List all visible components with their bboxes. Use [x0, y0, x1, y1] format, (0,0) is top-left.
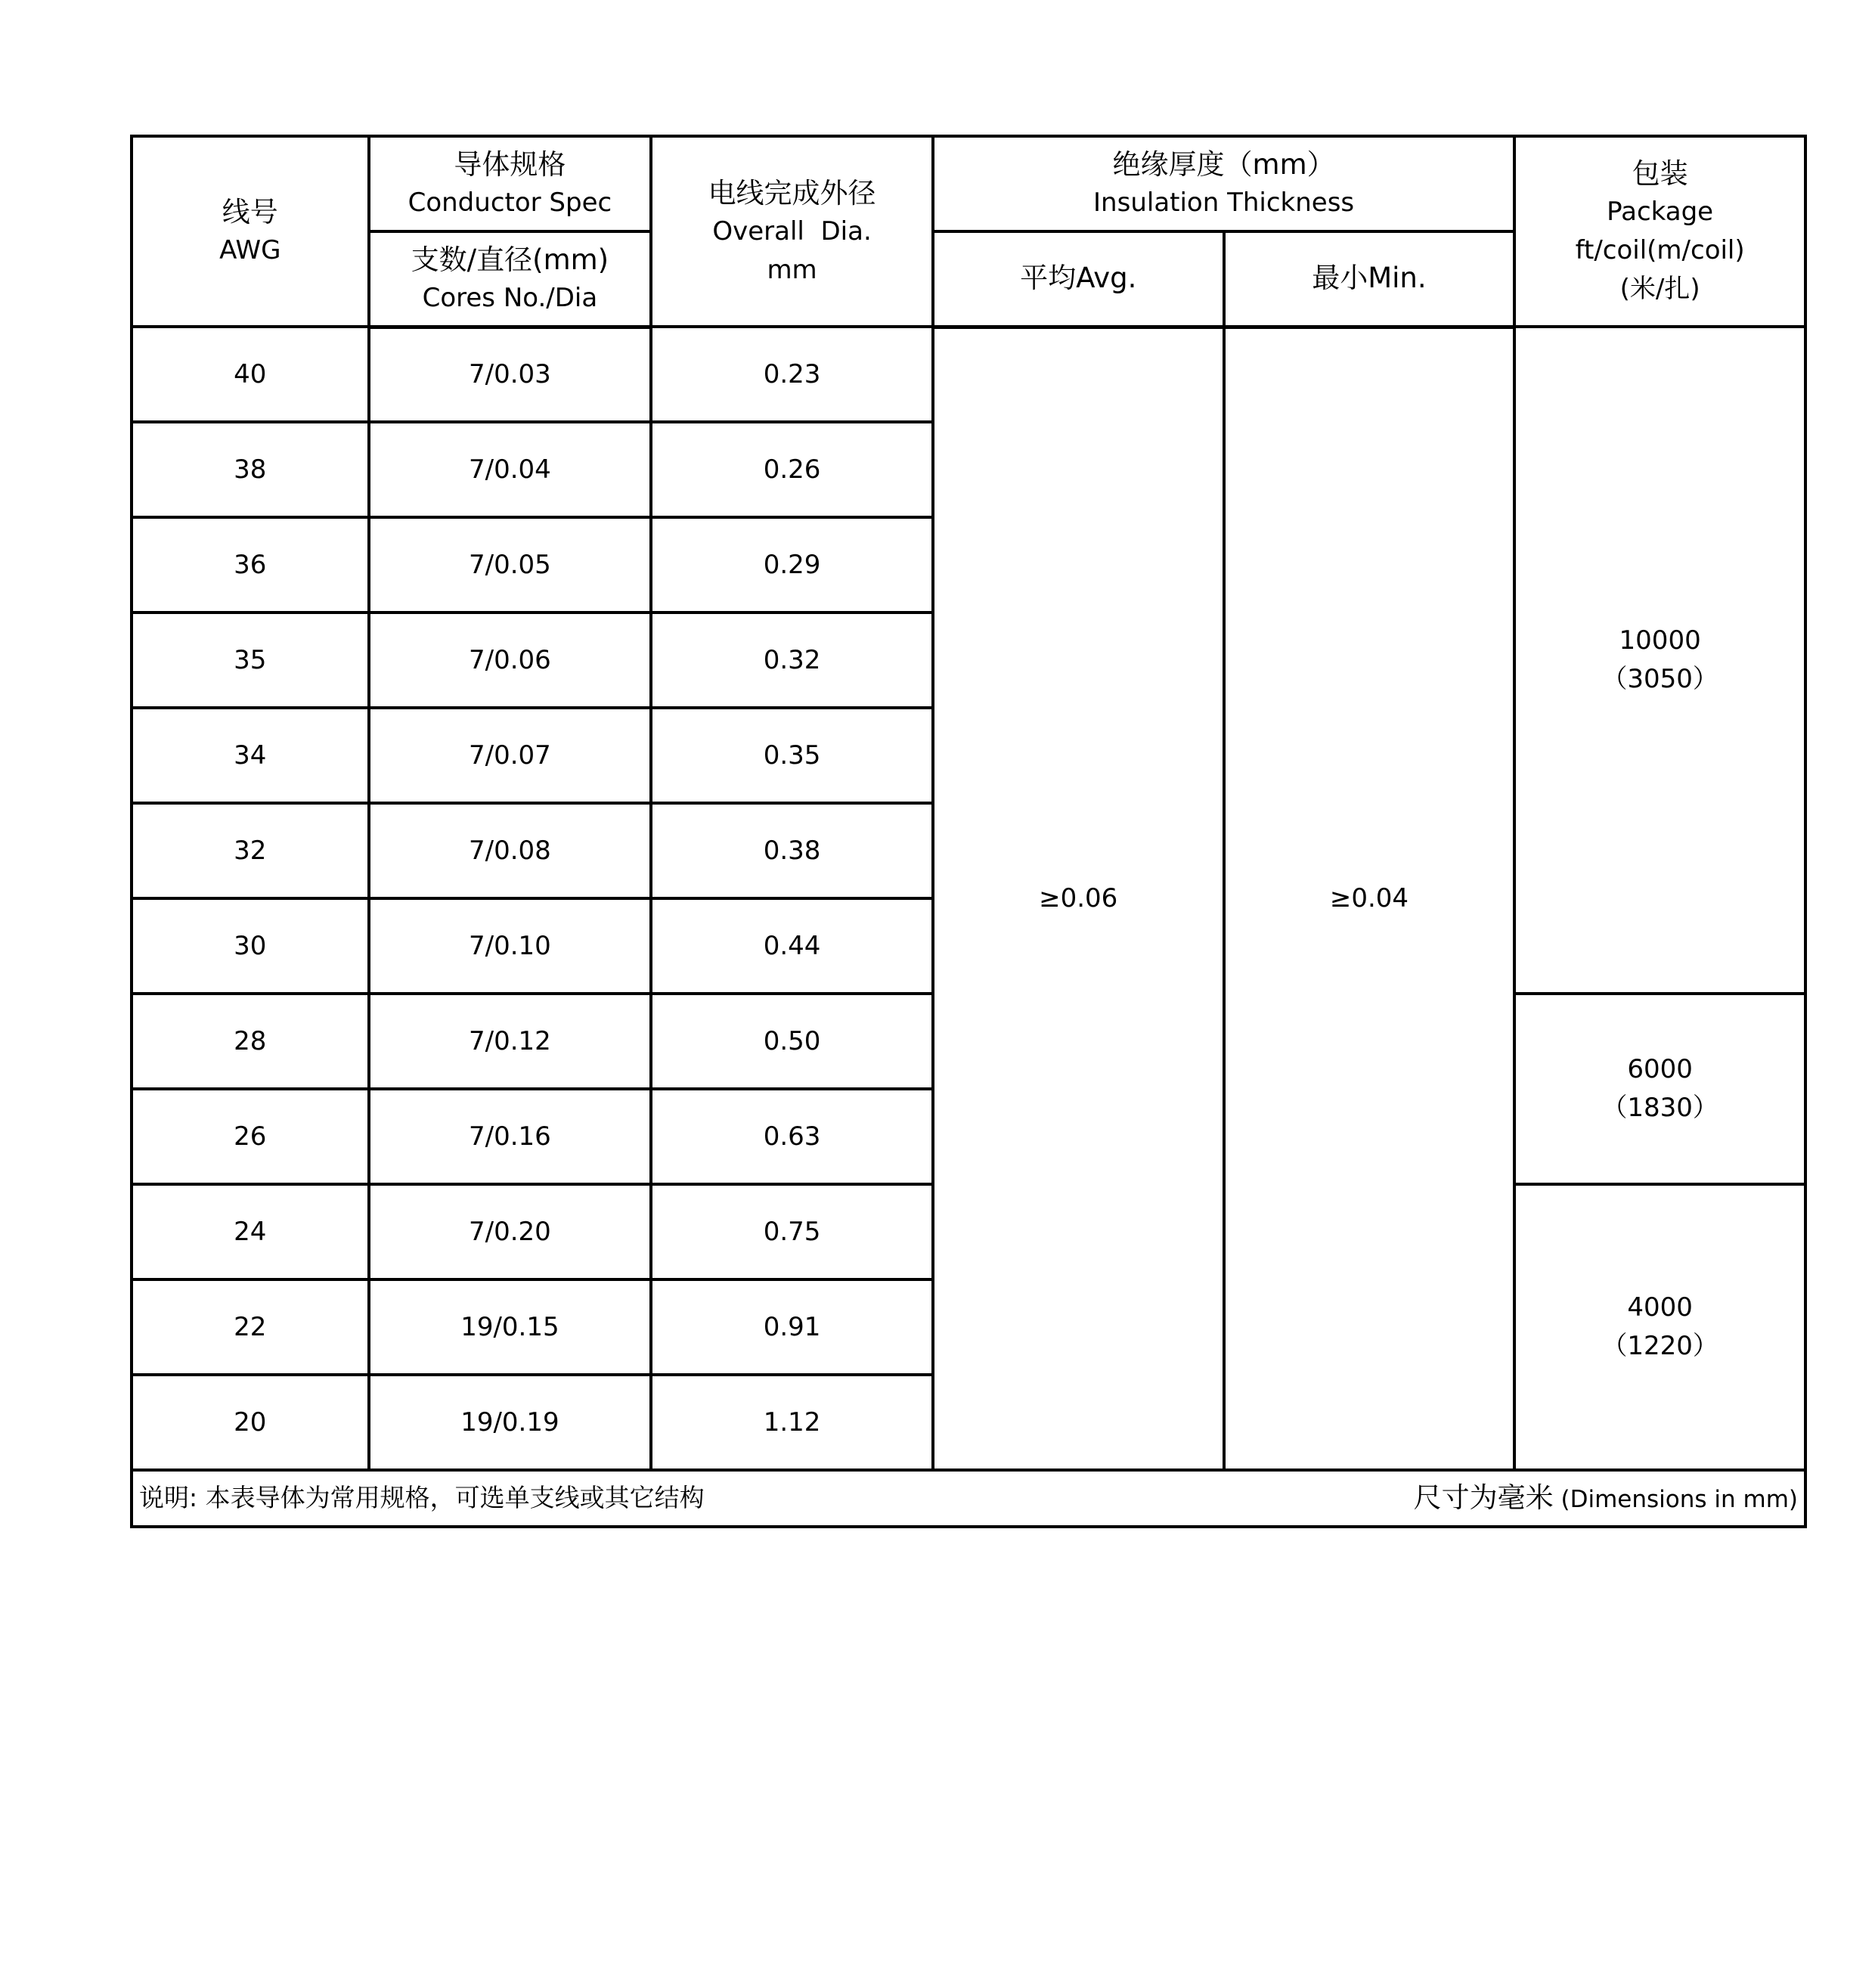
header-package-unit: ft/coil(m/coil): [1575, 235, 1745, 265]
header-cores-dia-en: Cores No./Dia: [422, 282, 598, 313]
header-conductor-spec-zh: 导体规格: [454, 148, 566, 181]
awg-cell: 38: [132, 422, 369, 517]
awg-cell: 34: [132, 708, 369, 803]
package-ft: 4000: [1627, 1292, 1693, 1323]
header-awg: [132, 136, 369, 327]
wire-spec-table: [130, 135, 1807, 1528]
awg-cell: 35: [132, 613, 369, 708]
cores-cell: 7/0.12: [369, 994, 652, 1089]
cores-cell: 19/0.19: [369, 1375, 652, 1470]
dia-cell: 0.63: [651, 1089, 933, 1184]
cores-cell: 7/0.08: [369, 803, 652, 898]
header-package: [1514, 136, 1805, 327]
awg-cell: 36: [132, 517, 369, 613]
insulation-avg-cell: ≥0.06: [933, 327, 1224, 1470]
header-overall-dia-unit: mm: [767, 254, 817, 285]
table-row: [132, 327, 1805, 422]
package-cell: [1514, 994, 1805, 1184]
dia-cell: 0.23: [651, 327, 933, 422]
header-awg-zh: 线号: [222, 196, 278, 228]
awg-cell: 26: [132, 1089, 369, 1184]
dia-cell: 0.50: [651, 994, 933, 1089]
package-m: （3050）: [1601, 664, 1718, 694]
dia-cell: 0.44: [651, 898, 933, 994]
header-min-label: 最小Min.: [1312, 262, 1427, 295]
header-cores-dia-zh: 支数/直径(mm): [411, 243, 609, 276]
header-avg: [933, 231, 1224, 327]
dia-cell: 0.35: [651, 708, 933, 803]
package-ft: 10000: [1619, 625, 1701, 656]
dia-cell: 0.38: [651, 803, 933, 898]
header-overall-dia-zh: 电线完成外径: [708, 176, 876, 209]
cores-cell: 7/0.03: [369, 327, 652, 422]
dia-cell: 0.26: [651, 422, 933, 517]
note-dimensions-en: (Dimensions in mm): [1553, 1485, 1798, 1513]
cores-cell: 7/0.04: [369, 422, 652, 517]
header-package-en: Package: [1607, 197, 1714, 227]
awg-cell: 30: [132, 898, 369, 994]
cores-cell: 19/0.15: [369, 1279, 652, 1375]
header-insulation-en: Insulation Thickness: [1093, 188, 1355, 218]
cores-cell: 7/0.07: [369, 708, 652, 803]
dia-cell: 0.29: [651, 517, 933, 613]
awg-cell: 22: [132, 1279, 369, 1375]
header-cores-dia: [369, 231, 652, 327]
insulation-min-cell: ≥0.04: [1224, 327, 1515, 1470]
awg-cell: 40: [132, 327, 369, 422]
header-insulation-zh: 绝缘厚度（mm）: [1112, 148, 1335, 181]
package-cell: [1514, 327, 1805, 994]
header-insulation: [933, 136, 1514, 231]
header-awg-en: AWG: [219, 235, 281, 265]
table-note: [132, 1470, 1805, 1527]
package-m: （1830）: [1601, 1093, 1718, 1123]
header-package-unit-zh: (米/扎): [1619, 274, 1700, 304]
awg-cell: 24: [132, 1184, 369, 1279]
package-ft: 6000: [1627, 1054, 1693, 1084]
note-dimensions: [1414, 1478, 1798, 1519]
dia-cell: 0.75: [651, 1184, 933, 1279]
package-m: （1220）: [1601, 1331, 1718, 1361]
package-cell: [1514, 1184, 1805, 1470]
dia-cell: 0.91: [651, 1279, 933, 1375]
awg-cell: 28: [132, 994, 369, 1089]
header-avg-label: 平均Avg.: [1020, 262, 1137, 295]
note-text: 说明: 本表导体为常用规格，可选单支线或其它结构: [139, 1482, 705, 1512]
awg-cell: 32: [132, 803, 369, 898]
cores-cell: 7/0.16: [369, 1089, 652, 1184]
awg-cell: 20: [132, 1375, 369, 1470]
dia-cell: 1.12: [651, 1375, 933, 1470]
header-overall-dia: [651, 136, 933, 327]
header-min: [1224, 231, 1515, 327]
cores-cell: 7/0.10: [369, 898, 652, 994]
cores-cell: 7/0.06: [369, 613, 652, 708]
dia-cell: 0.32: [651, 613, 933, 708]
header-package-zh: 包装: [1632, 157, 1688, 190]
header-conductor-spec-en: Conductor Spec: [408, 188, 612, 218]
header-overall-dia-en: Overall Dia.: [712, 216, 872, 247]
cores-cell: 7/0.05: [369, 517, 652, 613]
note-dimensions-zh: 尺寸为毫米: [1413, 1481, 1554, 1514]
cores-cell: 7/0.20: [369, 1184, 652, 1279]
header-conductor-spec: [369, 136, 652, 231]
